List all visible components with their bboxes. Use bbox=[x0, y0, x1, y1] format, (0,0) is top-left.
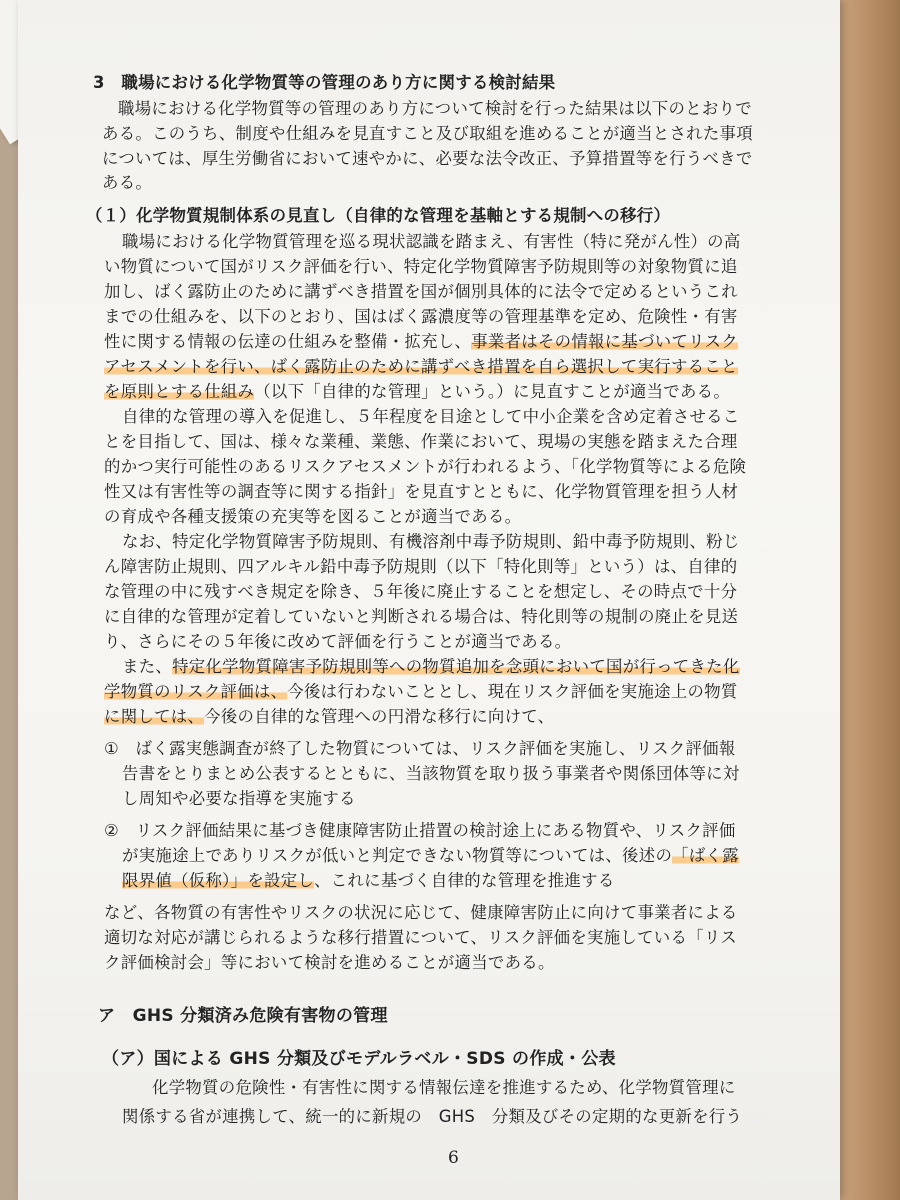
paragraph-line: ある。このうち、制度や仕組みを見直すこと及び取組を進めることが適当とされた事項 bbox=[102, 124, 753, 143]
paragraph-line bbox=[122, 656, 740, 677]
paragraph-line: 関係する省が連携して、統一的に新規の GHS 分類及びその定期的な更新を行う bbox=[122, 1107, 743, 1126]
list-item-1-continued: し周知や必要な指導を実施する bbox=[122, 789, 356, 808]
paragraph-line: 適切な対応が講じられるような移行措置について、リスク評価を実施している「リス bbox=[104, 928, 737, 947]
paragraph-line: に自律的な管理が定着していないと判断される場合は、特化則等の規制の廃止を見送 bbox=[104, 607, 739, 626]
list-item-2-continued bbox=[122, 870, 615, 891]
paragraph-line: については、厚生労働省において速やかに、必要な法令改正、予算措置等を行うべきで bbox=[102, 149, 753, 168]
highlighted-text: アセスメントを行い、ばく露防止のために講ずべき措置を自ら選択して実行すること bbox=[104, 357, 738, 376]
text-segment: 、これに基づく自律的な管理を推進する bbox=[314, 871, 615, 890]
paragraph-line: ある。 bbox=[102, 173, 153, 192]
paragraph-line: 性又は有害性等の調査等に関する指針」を見直すとともに、化学物質管理を担う人材 bbox=[104, 482, 739, 501]
paragraph-line: ん障害防止規則、四アルキル鉛中毒予防規則（以下「特化則等」という）は、自律的 bbox=[104, 557, 738, 576]
text-segment: また、 bbox=[122, 657, 173, 676]
paragraph-line: 職場における化学物質等の管理のあり方について検討を行った結果は以下のとおりで bbox=[118, 99, 752, 118]
paragraph-line: 化学物質の危険性・有害性に関する情報伝達を推進するため、化学物質管理に bbox=[152, 1078, 736, 1097]
list-item-2: ② リスク評価結果に基づき健康障害防止措置の検討途上にある物質や、リスク評価 bbox=[104, 821, 736, 840]
paragraph-line: 職場における化学物質管理を巡る現状認識を踏まえ、有害性（特に発がん性）の高 bbox=[122, 232, 741, 251]
paragraph-line bbox=[104, 706, 554, 727]
paragraph-line: 自律的な管理の導入を促進し、５年程度を目途として中小企業を含め定着させるこ bbox=[122, 407, 740, 426]
paragraph-line: な管理の中に残すべき規定を除き、５年後に廃止することを想定し、その時点で十分 bbox=[104, 582, 738, 601]
list-item-1-continued: 告書をとりまとめ公表するとともに、当該物質を取り扱う事業者や関係団体等に対 bbox=[122, 764, 740, 783]
text-segment: 今後の自律的な管理への円滑な移行に向けて、 bbox=[204, 707, 555, 726]
text-segment: 今後は行わないこととし、現在リスク評価を実施途上の物質 bbox=[287, 682, 738, 701]
section-a-heading: ア GHS 分類済み危険有害物の管理 bbox=[98, 1006, 388, 1026]
section-heading: 3 職場における化学物質等の管理のあり方に関する検討結果 bbox=[93, 73, 556, 92]
paragraph-line bbox=[104, 681, 738, 702]
highlighted-text: を原則とする仕組み bbox=[104, 382, 255, 401]
paragraph-line: までの仕組みを、以下のとおり、国はばく露濃度等の管理基準を定め、危険性・有害 bbox=[104, 307, 738, 326]
paragraph-line: い物質について国がリスク評価を行い、特定化学物質障害予防規則等の対象物質に追 bbox=[104, 257, 738, 276]
highlighted-text: 「ばく露 bbox=[672, 846, 739, 865]
text-segment: が実施途上でありリスクが低いと判定できない物質等については、後述の bbox=[122, 846, 673, 865]
paragraph-line: なお、特定化学物質障害予防規則、有機溶剤中毒予防規則、鉛中毒予防規則、粉じ bbox=[122, 532, 740, 551]
paragraph-line: 的かつ実行可能性のあるリスクアセスメントが行われるよう、「化学物質等による危険 bbox=[104, 457, 747, 476]
list-item-2-continued bbox=[122, 845, 739, 866]
paragraph-line: ク評価検討会」等において検討を進めることが適当である。 bbox=[104, 953, 555, 972]
paragraph-line bbox=[104, 356, 738, 377]
list-item-1: ① ばく露実態調査が終了した物質については、リスク評価を実施し、リスク評価報 bbox=[104, 739, 736, 758]
paragraph-line: の育成や各種支援策の充実等を図ることが適当である。 bbox=[104, 507, 522, 526]
desk-background bbox=[840, 0, 900, 1200]
highlighted-text: 学物質のリスク評価は、 bbox=[104, 682, 288, 701]
paragraph-line: 加し、ばく露防止のために講ずべき措置を国が個別具体的に法令で定めるというこれ bbox=[104, 282, 738, 301]
paragraph-line: とを目指して、国は、様々な業種、業態、作業において、現場の実態を踏まえた合理 bbox=[104, 432, 738, 451]
highlighted-text: 特定化学物質障害予防規則等への物質追加を念頭において国が行ってきた化 bbox=[172, 657, 740, 676]
paragraph-line: り、さらにその５年後に改めて評価を行うことが適当である。 bbox=[104, 632, 572, 651]
highlighted-text: 限界値（仮称）」を設定し bbox=[122, 871, 315, 890]
highlighted-text: 事業者はその情報に基づいてリスク bbox=[471, 332, 738, 351]
text-segment: （以下「自律的な管理」という。）に見直すことが適当である。 bbox=[254, 382, 731, 401]
subsection-a-heading: （ア）国による GHS 分類及びモデルラベル・SDS の作成・公表 bbox=[102, 1049, 616, 1069]
paragraph-line bbox=[104, 331, 738, 352]
text-segment: 性に関する情報の伝達の仕組みを整備・拡充し、 bbox=[104, 332, 472, 351]
paragraph-line: など、各物質の有害性やリスクの状況に応じて、健康障害防止に向けて事業者による bbox=[104, 903, 738, 922]
document-page bbox=[18, 0, 840, 1200]
paragraph-line bbox=[104, 381, 730, 402]
highlighted-text: に関しては、 bbox=[104, 707, 205, 726]
page-number: 6 bbox=[448, 1148, 459, 1168]
subsection-heading: （１）化学物質規制体系の見直し（自律的な管理を基軸とする規制への移行） bbox=[86, 206, 671, 225]
